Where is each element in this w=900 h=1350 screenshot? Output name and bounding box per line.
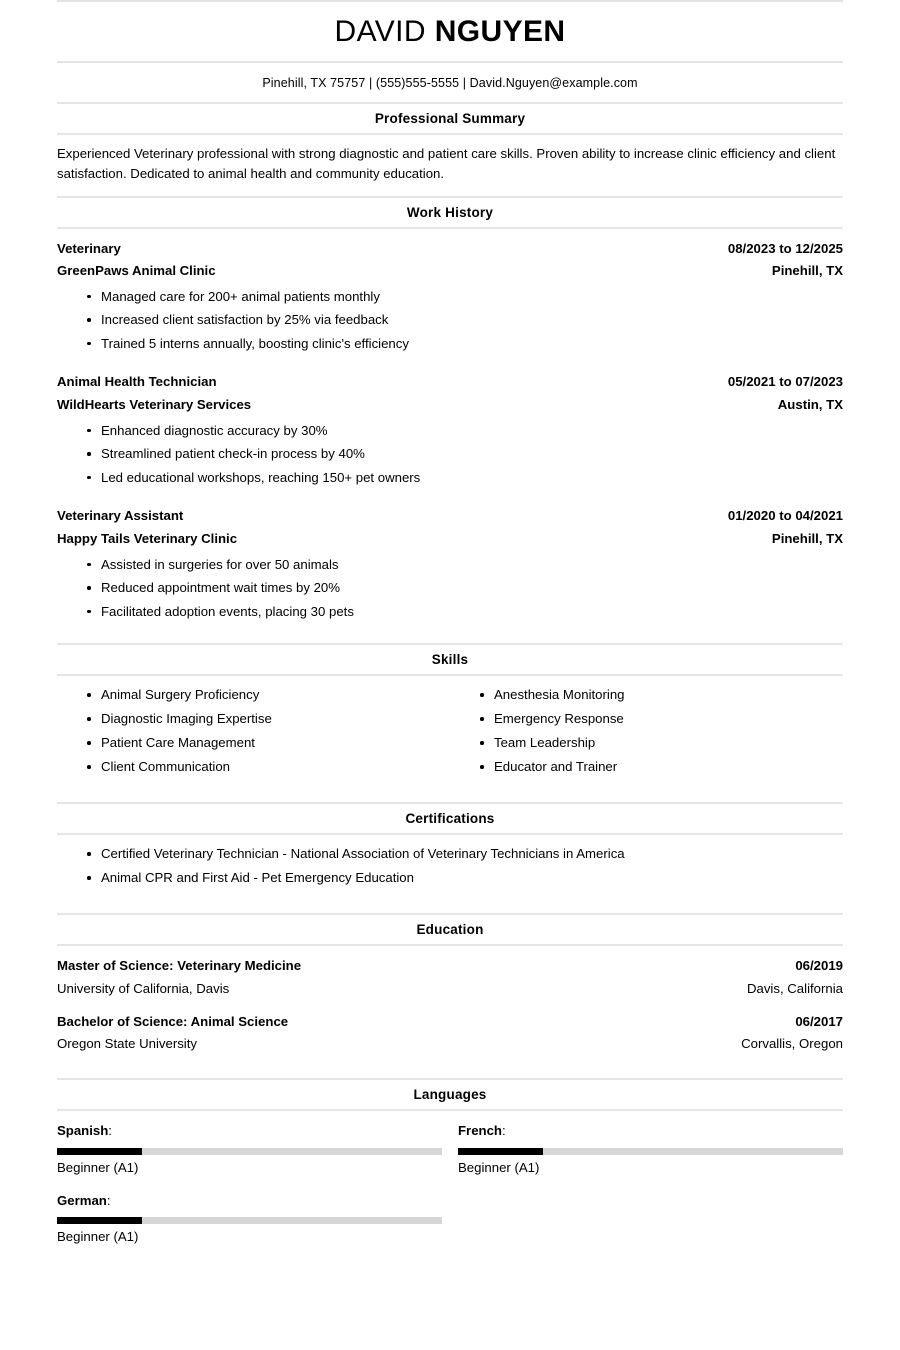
skills-columns xyxy=(57,676,843,788)
skills-list-right xyxy=(450,683,843,779)
work-history-list xyxy=(57,229,843,624)
certifications-items xyxy=(57,842,843,890)
job-company-row xyxy=(57,528,843,551)
job-dates: 05/2021 to 07/2023 xyxy=(727,374,843,390)
education-location: Corvallis, Oregon xyxy=(741,1036,843,1052)
job-title: Veterinary xyxy=(57,240,121,256)
section-title-languages: Languages xyxy=(413,1087,487,1103)
job-company: GreenPaws Animal Clinic xyxy=(57,263,216,279)
education-degree-row xyxy=(57,1011,843,1034)
job-bullet: Led educational workshops, reaching 150+ pet owners xyxy=(101,466,843,490)
skill-item: Emergency Response xyxy=(494,707,843,731)
job-bullet: Facilitated adoption events, placing 30 pets xyxy=(101,600,843,624)
language-level: Beginner (A1) xyxy=(57,1229,139,1245)
job-location: Austin, TX xyxy=(777,397,843,413)
name-block xyxy=(57,2,843,61)
language-name-row: Spanish: xyxy=(57,1123,112,1139)
skill-item: Anesthesia Monitoring xyxy=(494,683,843,707)
skill-item: Animal Surgery Proficiency xyxy=(101,683,450,707)
education-degree: Master of Science: Veterinary Medicine xyxy=(57,958,302,974)
language-entry xyxy=(57,1120,450,1178)
job-bullet: Reduced appointment wait times by 20% xyxy=(101,576,843,600)
candidate-name xyxy=(57,15,843,49)
job-company-row xyxy=(57,394,843,417)
job-title: Veterinary Assistant xyxy=(57,508,184,524)
certifications-list xyxy=(57,835,843,899)
job-bullet: Trained 5 interns annually, boosting clinic's efficiency xyxy=(101,332,843,356)
section-title-summary: Professional Summary xyxy=(374,110,526,126)
job-company: Happy Tails Veterinary Clinic xyxy=(57,531,238,547)
job-bullet-list xyxy=(57,285,843,356)
work-history-entry xyxy=(57,505,843,623)
education-date: 06/2019 xyxy=(795,958,843,974)
education-degree-row xyxy=(57,955,843,978)
job-bullet: Assisted in surgeries for over 50 animals xyxy=(101,553,843,577)
work-history-entry xyxy=(57,371,843,489)
skills-column-left xyxy=(57,683,450,779)
skills-list-left xyxy=(57,683,450,779)
language-level: Beginner (A1) xyxy=(57,1159,139,1175)
job-bullet-list xyxy=(57,553,843,624)
language-name: German xyxy=(57,1192,107,1208)
job-bullet: Enhanced diagnostic accuracy by 30% xyxy=(101,419,843,443)
education-school-row xyxy=(57,978,843,1001)
education-date: 06/2017 xyxy=(795,1013,843,1029)
education-school: Oregon State University xyxy=(57,1036,197,1052)
job-title-row xyxy=(57,371,843,394)
job-title: Animal Health Technician xyxy=(57,374,217,390)
skills-column-right xyxy=(450,683,843,779)
education-entry xyxy=(57,955,843,1000)
contact-line: Pinehill, TX 75757 | (555)555-5555 | David.Nguyen@example.com xyxy=(262,75,638,90)
section-title-education: Education xyxy=(416,922,484,938)
job-dates: 08/2023 to 12/2025 xyxy=(727,240,843,256)
education-school: University of California, Davis xyxy=(57,981,230,997)
summary-text: Experienced Veterinary professional with strong diagnostic and patient care skills. Proven ability to increase clinic efficiency and client satisfaction. Dedicated to animal health and community education. xyxy=(57,145,836,182)
language-name: French xyxy=(458,1123,502,1139)
education-location: Davis, California xyxy=(746,981,843,997)
first-name: DAVID xyxy=(334,15,435,48)
job-location: Pinehill, TX xyxy=(771,263,843,279)
contact-block xyxy=(57,63,843,102)
last-name: NGUYEN xyxy=(434,15,566,48)
certification-item: Certified Veterinary Technician - National Association of Veterinary Technicians in America xyxy=(101,842,843,866)
job-title-row xyxy=(57,238,843,261)
skill-item: Diagnostic Imaging Expertise xyxy=(101,707,450,731)
education-school-row xyxy=(57,1033,843,1056)
language-proficiency-bar xyxy=(458,1148,843,1155)
job-title-row xyxy=(57,505,843,528)
work-history-entry xyxy=(57,238,843,356)
job-bullet: Managed care for 200+ animal patients monthly xyxy=(101,285,843,309)
job-location: Pinehill, TX xyxy=(771,531,843,547)
section-title-skills: Skills xyxy=(431,652,469,668)
job-company-row xyxy=(57,260,843,283)
section-title-work-history: Work History xyxy=(406,204,494,220)
language-proficiency-bar xyxy=(57,1148,442,1155)
language-entry xyxy=(57,1190,450,1248)
languages-section xyxy=(57,1111,843,1259)
skill-item: Team Leadership xyxy=(494,731,843,755)
job-bullet: Increased client satisfaction by 25% via feedback xyxy=(101,308,843,332)
language-level: Beginner (A1) xyxy=(458,1159,540,1175)
education-degree: Bachelor of Science: Animal Science xyxy=(57,1013,289,1029)
job-dates: 01/2020 to 04/2021 xyxy=(727,508,843,524)
language-name-row: French: xyxy=(458,1123,506,1139)
skill-item: Patient Care Management xyxy=(101,731,450,755)
skill-item: Client Communication xyxy=(101,755,450,779)
language-name-row: German: xyxy=(57,1192,111,1208)
language-proficiency-bar xyxy=(57,1217,442,1224)
certification-item: Animal CPR and First Aid - Pet Emergency Education xyxy=(101,866,843,890)
language-name: Spanish xyxy=(57,1123,109,1139)
language-proficiency-fill xyxy=(57,1148,142,1155)
language-proficiency-fill xyxy=(57,1217,142,1224)
job-bullet: Streamlined patient check-in process by 40% xyxy=(101,442,843,466)
job-company: WildHearts Veterinary Services xyxy=(57,397,252,413)
section-title-certifications: Certifications xyxy=(405,811,495,827)
skill-item: Educator and Trainer xyxy=(494,755,843,779)
job-bullet-list xyxy=(57,419,843,490)
language-entry xyxy=(450,1120,843,1178)
languages-grid xyxy=(57,1120,843,1259)
education-list xyxy=(57,946,843,1066)
education-entry xyxy=(57,1011,843,1056)
language-proficiency-fill xyxy=(458,1148,543,1155)
